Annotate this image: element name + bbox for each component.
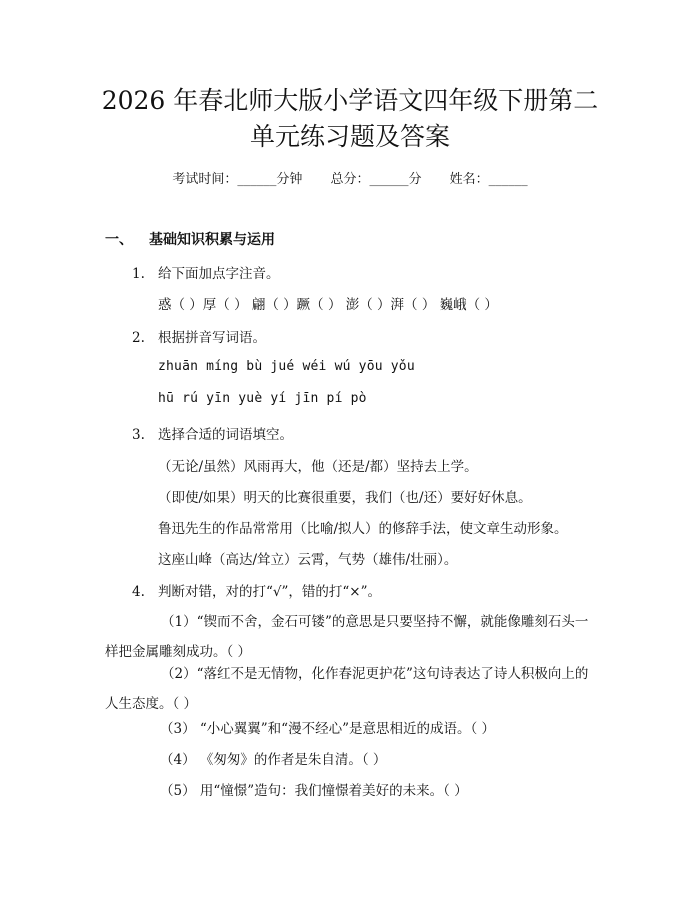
question-number: 2.: [132, 330, 145, 346]
q3-sentence-1: （无论/虽然）风雨再大，他（还是/都）坚持去上学。: [158, 459, 478, 475]
question-number: 1.: [132, 266, 145, 282]
question-text: 给下面加点字注音。: [158, 266, 280, 282]
judge-item-4: （4） 《匆匆》的作者是朱自清。（ ）: [160, 752, 387, 768]
question-text: 选择合适的词语填空。: [158, 427, 293, 443]
section-heading: [105, 229, 275, 249]
question-2: [132, 326, 266, 346]
exam-name: 姓名：______: [449, 172, 528, 187]
judge-item-2: [105, 659, 595, 719]
judge-item-text: （1）“锲而不舍，金石可镂”的意思是只要坚持不懈，就能像雕刻石头一样把金属雕刻成功。（ ）: [105, 614, 589, 660]
exam-time: 考试时间：______分钟: [172, 172, 303, 187]
judge-item-5: （5） 用“憧憬”造句：我们憧憬着美好的未来。（ ）: [160, 783, 468, 799]
q3-sentence-2: （即使/如果）明天的比赛很重要，我们（也/还）要好好休息。: [158, 490, 532, 506]
exam-total-score: 总分：______分: [330, 172, 422, 187]
pinyin-line-2: hū rú yīn yuè yí jīn pí pò: [158, 391, 367, 406]
pinyin-line-1: zhuān míng bù jué wéi wú yōu yǒu: [158, 359, 415, 374]
question-number: 3.: [132, 427, 145, 443]
q3-sentence-4: 这座山峰（高达/耸立）云霄，气势（雄伟/壮丽）。: [158, 552, 458, 568]
question-number: 4.: [132, 584, 145, 600]
question-text: 根据拼音写词语。: [158, 330, 266, 346]
question-4: [132, 580, 381, 600]
q3-sentence-3: 鲁迅先生的作品常常用（比喻/拟人）的修辞手法，使文章生动形象。: [158, 521, 568, 537]
question-1: [132, 262, 280, 282]
page-title-line-1: 2026 年春北师大版小学语文四年级下册第二: [101, 86, 599, 115]
section-title: 基础知识积累与运用: [149, 232, 275, 248]
question-text: 判断对错，对的打“√”，错的打“×”。: [158, 584, 382, 600]
judge-item-text: （2）“落红不是无情物，化作春泥更护花”这句诗表达了诗人积极向上的人生态度。（ ）: [105, 666, 589, 712]
q1-items: 惑（ ）厚（ ） 翩（ ）蹶（ ） 澎（ ）湃（ ） 巍峨（ ）: [158, 297, 498, 313]
question-3: [132, 423, 293, 443]
exam-meta: [0, 168, 700, 187]
section-number: 一、: [105, 232, 133, 248]
page-title-line-2: 单元练习题及答案: [249, 122, 450, 151]
judge-item-1: [105, 607, 595, 667]
judge-item-3: （3） “小心翼翼”和“漫不经心”是意思相近的成语。（ ）: [160, 721, 496, 737]
